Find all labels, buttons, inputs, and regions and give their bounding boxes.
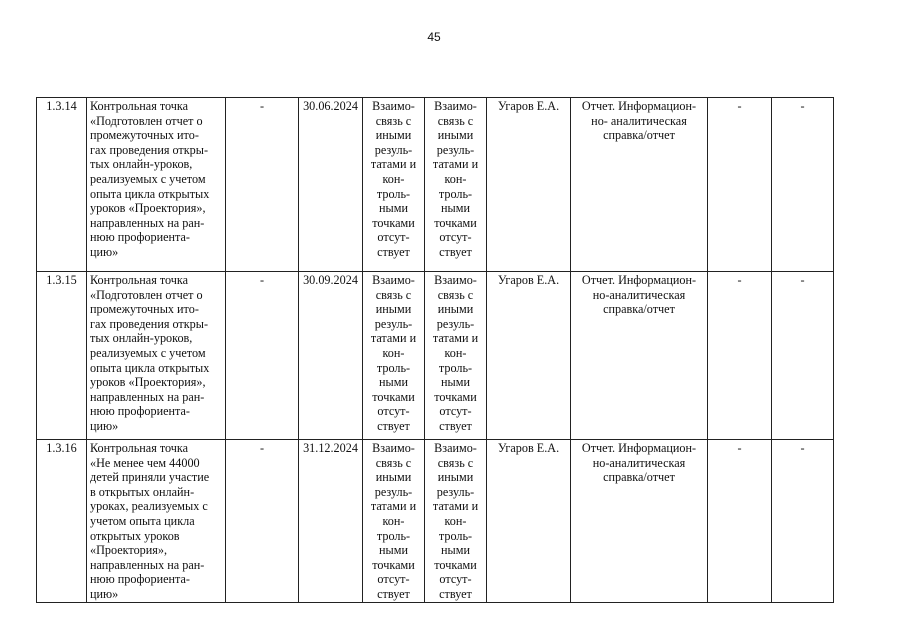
control-point-name-cell <box>87 272 226 440</box>
cell-text-line: опыта цикла открытых <box>90 360 210 375</box>
cell-text-line: Взаимо- <box>434 273 477 287</box>
cell-text-line: ствует <box>439 418 472 433</box>
cell-text-line: направленных на ран- <box>90 215 205 230</box>
cell-text-line: татами и <box>370 157 417 172</box>
cell-text-line: цию» <box>90 418 119 433</box>
cell-text-line: «Подготовлен отчет о <box>90 287 203 302</box>
column-9-cell: - <box>708 98 772 272</box>
cell-text-line: отсут- <box>377 572 410 587</box>
responsible-cell: Угаров Е.А. <box>487 440 571 603</box>
column-9-cell: - <box>708 272 772 440</box>
cell-text-line: точками <box>372 557 415 572</box>
cell-text-line: троль- <box>438 186 473 201</box>
cell-text-line: татами и <box>432 331 479 346</box>
start-date-cell: - <box>226 440 299 603</box>
relation-cell-1 <box>363 98 425 272</box>
control-point-name-cell <box>87 440 226 603</box>
cell-text-line: троль- <box>376 528 411 543</box>
cell-text-line: ными <box>379 543 408 558</box>
cell-text-line: направленных на ран- <box>90 389 205 404</box>
row-number-cell: 1.3.14 <box>37 98 87 272</box>
cell-text-line: Взаимо- <box>372 273 415 287</box>
cell-text-line: резуль- <box>436 142 475 157</box>
end-date-cell: 31.12.2024 <box>299 440 363 603</box>
end-date-cell: 30.09.2024 <box>299 272 363 440</box>
cell-text-line: уроков «Проектория», <box>90 201 206 216</box>
cell-text-line: отсут- <box>439 404 472 419</box>
cell-text-line: отсут- <box>377 404 410 419</box>
column-9-cell: - <box>708 440 772 603</box>
relation-cell-1 <box>363 272 425 440</box>
result-type-cell <box>571 440 708 603</box>
cell-text-line: промежуточных ито- <box>90 128 199 143</box>
cell-text-line: резуль- <box>374 484 413 499</box>
cell-text-line: реализуемых с учетом <box>90 345 206 360</box>
cell-text-line: троль- <box>438 528 473 543</box>
start-date-cell: - <box>226 98 299 272</box>
cell-text-line: направленных на ран- <box>90 557 205 572</box>
control-point-name-cell <box>87 98 226 272</box>
cell-text-line: связь с <box>437 455 474 470</box>
cell-text-line: резуль- <box>374 316 413 331</box>
cell-text-line: точками <box>372 215 415 230</box>
cell-text-line: ными <box>441 543 470 558</box>
cell-text-line: резуль- <box>436 484 475 499</box>
cell-text-line: гах проведения откры- <box>90 142 209 157</box>
cell-text-line: связь с <box>375 287 412 302</box>
cell-text-line: иными <box>437 128 474 143</box>
cell-text-line: резуль- <box>374 142 413 157</box>
cell-text-line: нюю профориента- <box>90 404 190 419</box>
cell-text-line: связь с <box>375 113 412 128</box>
relation-cell-2 <box>425 440 487 603</box>
end-date-cell: 30.06.2024 <box>299 98 363 272</box>
cell-text-line: тых онлайн-уроков, <box>90 331 193 346</box>
cell-text-line: но-аналитическая <box>592 455 686 470</box>
table-row <box>37 440 834 603</box>
cell-text-line: троль- <box>376 186 411 201</box>
row-number-cell: 1.3.15 <box>37 272 87 440</box>
row-number-cell: 1.3.16 <box>37 440 87 603</box>
cell-text-line: нюю профориента- <box>90 230 190 245</box>
cell-text-line: цию» <box>90 586 119 601</box>
cell-text-line: открытых уроков <box>90 528 180 543</box>
cell-text-line: кон- <box>444 345 467 360</box>
cell-text-line: «Проектория», <box>90 543 168 558</box>
column-10-cell: - <box>772 272 834 440</box>
cell-text-line: связь с <box>437 113 474 128</box>
cell-text-line: ствует <box>377 586 410 601</box>
cell-text-line: иными <box>375 302 412 317</box>
cell-text-line: кон- <box>444 513 467 528</box>
cell-text-line: ствует <box>377 244 410 259</box>
table-row <box>37 98 834 272</box>
result-type-cell <box>571 98 708 272</box>
cell-text-line: Контрольная точка <box>90 441 189 455</box>
cell-text-line: точками <box>372 389 415 404</box>
cell-text-line: Отчет. Информацион- <box>581 273 697 287</box>
table-row <box>37 272 834 440</box>
cell-text-line: отсут- <box>377 230 410 245</box>
cell-text-line: ствует <box>439 244 472 259</box>
cell-text-line: уроков «Проектория», <box>90 375 206 390</box>
cell-text-line: татами и <box>370 331 417 346</box>
cell-text-line: справка/отчет <box>603 128 675 143</box>
cell-text-line: справка/отчет <box>603 470 675 485</box>
cell-text-line: отсут- <box>439 572 472 587</box>
cell-text-line: связь с <box>375 455 412 470</box>
responsible-cell: Угаров Е.А. <box>487 272 571 440</box>
cell-text-line: гах проведения откры- <box>90 316 209 331</box>
column-10-cell: - <box>772 440 834 603</box>
control-points-table <box>36 97 834 603</box>
cell-text-line: но- аналитическая <box>591 113 687 128</box>
cell-text-line: иными <box>437 470 474 485</box>
cell-text-line: кон- <box>382 513 405 528</box>
cell-text-line: татами и <box>370 499 417 514</box>
cell-text-line: ными <box>379 375 408 390</box>
cell-text-line: ными <box>441 375 470 390</box>
cell-text-line: Контрольная точка <box>90 273 189 287</box>
cell-text-line: Взаимо- <box>372 441 415 455</box>
cell-text-line: татами и <box>432 157 479 172</box>
cell-text-line: ными <box>441 201 470 216</box>
cell-text-line: тых онлайн-уроков, <box>90 157 193 172</box>
cell-text-line: троль- <box>376 360 411 375</box>
cell-text-line: учетом опыта цикла <box>90 513 195 528</box>
cell-text-line: Контрольная точка <box>90 99 189 113</box>
cell-text-line: Отчет. Информацион- <box>581 441 697 455</box>
table-body <box>37 98 834 603</box>
cell-text-line: цию» <box>90 244 119 259</box>
start-date-cell: - <box>226 272 299 440</box>
cell-text-line: уроках, реализуемых с <box>90 499 208 514</box>
cell-text-line: резуль- <box>436 316 475 331</box>
relation-cell-1 <box>363 440 425 603</box>
cell-text-line: промежуточных ито- <box>90 302 199 317</box>
cell-text-line: «Подготовлен отчет о <box>90 113 203 128</box>
cell-text-line: реализуемых с учетом <box>90 171 206 186</box>
cell-text-line: ствует <box>377 418 410 433</box>
responsible-cell: Угаров Е.А. <box>487 98 571 272</box>
cell-text-line: Взаимо- <box>434 99 477 113</box>
cell-text-line: опыта цикла открытых <box>90 186 210 201</box>
cell-text-line: «Не менее чем 44000 <box>90 455 200 470</box>
cell-text-line: кон- <box>444 171 467 186</box>
cell-text-line: кон- <box>382 345 405 360</box>
relation-cell-2 <box>425 98 487 272</box>
cell-text-line: иными <box>437 302 474 317</box>
cell-text-line: татами и <box>432 499 479 514</box>
cell-text-line: Отчет. Информацион- <box>581 99 697 113</box>
cell-text-line: Взаимо- <box>372 99 415 113</box>
relation-cell-2 <box>425 272 487 440</box>
cell-text-line: детей приняли участие <box>90 470 210 485</box>
result-type-cell <box>571 272 708 440</box>
cell-text-line: точками <box>434 215 477 230</box>
cell-text-line: нюю профориента- <box>90 572 190 587</box>
cell-text-line: отсут- <box>439 230 472 245</box>
cell-text-line: Взаимо- <box>434 441 477 455</box>
cell-text-line: в открытых онлайн- <box>90 484 195 499</box>
cell-text-line: кон- <box>382 171 405 186</box>
cell-text-line: троль- <box>438 360 473 375</box>
cell-text-line: но-аналитическая <box>592 287 686 302</box>
cell-text-line: иными <box>375 128 412 143</box>
cell-text-line: справка/отчет <box>603 302 675 317</box>
cell-text-line: точками <box>434 557 477 572</box>
cell-text-line: иными <box>375 470 412 485</box>
page-number: 45 <box>427 30 441 44</box>
cell-text-line: точками <box>434 389 477 404</box>
cell-text-line: ствует <box>439 586 472 601</box>
cell-text-line: ными <box>379 201 408 216</box>
cell-text-line: связь с <box>437 287 474 302</box>
column-10-cell: - <box>772 98 834 272</box>
